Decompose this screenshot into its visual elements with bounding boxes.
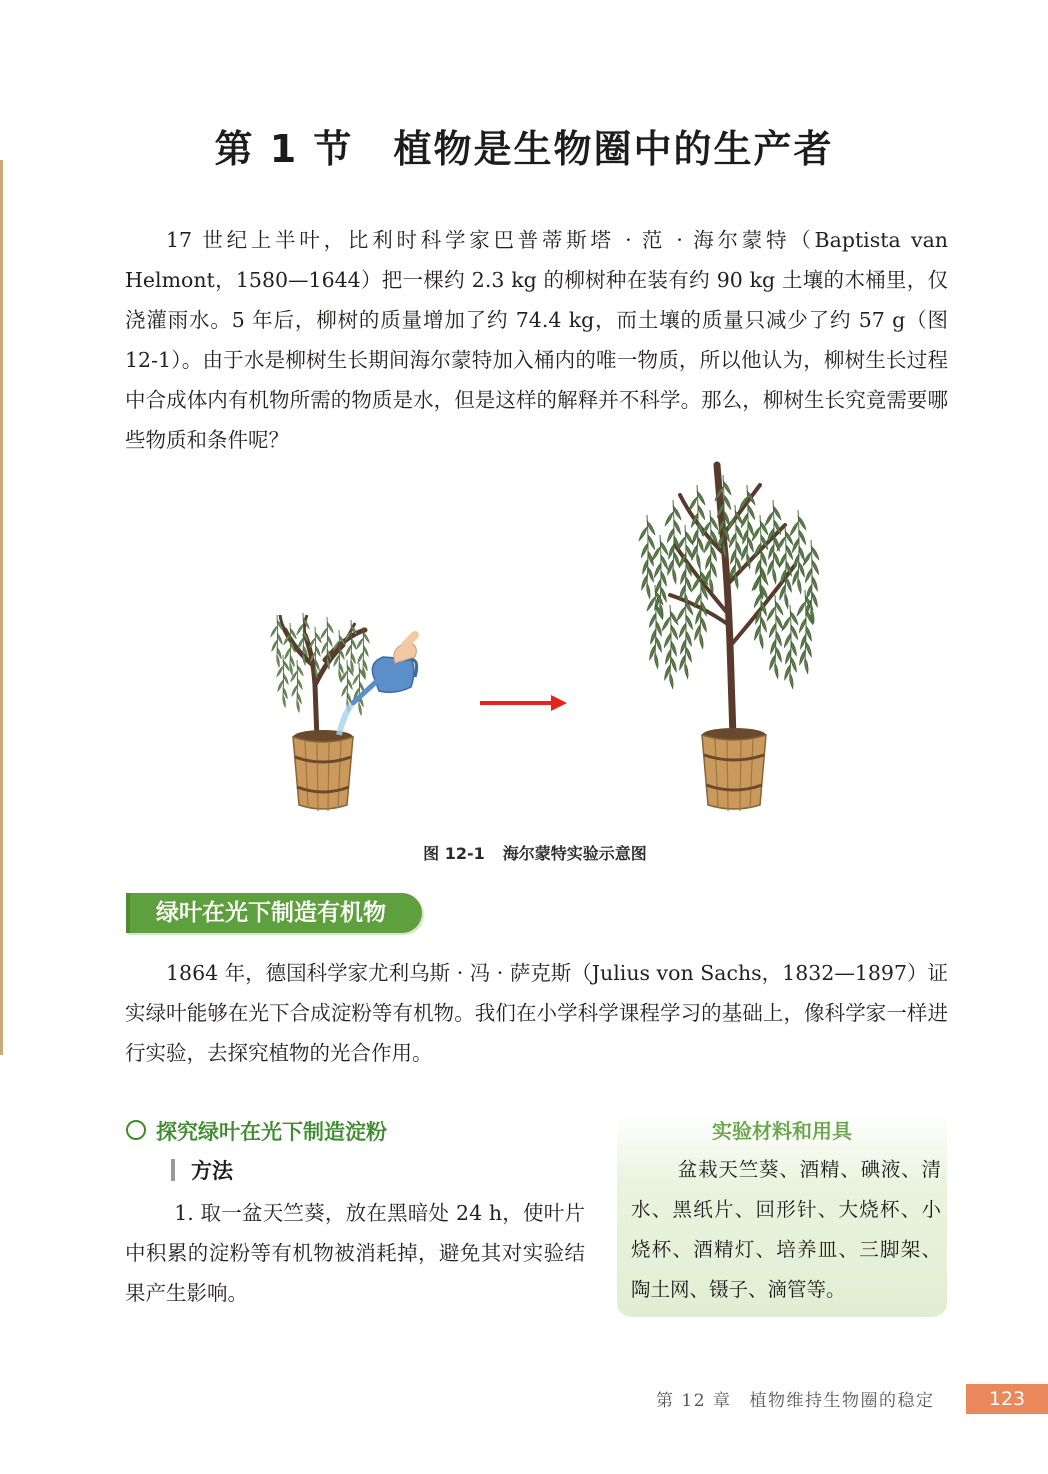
section-heading: 绿叶在光下制造有机物 (126, 893, 422, 933)
section-title: 植物是生物圈中的生产者 (393, 127, 834, 171)
materials-body: 盆栽天竺葵、酒精、碘液、清水、黑纸片、回形针、大烧杯、小烧杯、酒精灯、培养皿、三脚架、陶土网、镊子、滴管等。 (631, 1158, 941, 1301)
figure-caption (0, 841, 1048, 864)
intro-paragraph: 17 世纪上半叶，比利时科学家巴普蒂斯塔 · 范 · 海尔蒙特（Baptista van Helmont，1580—1644）把一棵约 2.3 kg 的柳树种在装有约 90 kg 土壤的木桶里，仅浇灌雨水。5 年后，柳树的质量增加了约 74.4 kg，而土壤的质量只减少了约 57 g（图 12-1）。由于水是柳树生长期间海尔蒙特加入桶内的唯一物质，所以他认为，柳树生长过程中合成体内有机物所需的物质是水，但是这样的解释并不科学。那么，柳树生长究竟需要哪些物质和条件呢？ (125, 228, 948, 452)
arrow-icon (480, 695, 567, 711)
method-heading (171, 1155, 233, 1185)
section-number: 第 1 节 (214, 127, 354, 171)
footer-chapter-title: 植物维持生物圈的稳定 (749, 1391, 935, 1411)
bar-icon (171, 1159, 175, 1181)
page-edge-rule (0, 160, 3, 1055)
page-number: 123 (966, 1384, 1048, 1414)
materials-title: 实验材料和用具 (712, 1119, 852, 1143)
small-wooden-barrel (293, 730, 353, 811)
willow-experiment-figure (255, 455, 855, 830)
method-heading-text: 方法 (191, 1158, 233, 1183)
figure-caption-text: 海尔蒙特实验示意图 (502, 844, 647, 863)
method-step-1: 1. 取一盆天竺葵，放在黑暗处 24 h，使叶片中积累的淀粉等有机物被消耗掉，避免其对实验结果产生影响。 (125, 1201, 585, 1305)
materials-box (617, 1112, 947, 1317)
explore-heading (126, 1116, 387, 1146)
circle-icon (126, 1120, 146, 1140)
page-title (0, 118, 1048, 173)
footer-chapter: 第 12 章 (656, 1391, 732, 1411)
large-wooden-barrel (702, 728, 766, 811)
small-willow-tree (270, 613, 371, 740)
large-willow-tree (638, 465, 821, 737)
page-footer (656, 1386, 934, 1411)
sachs-paragraph: 1864 年，德国科学家尤利乌斯 · 冯 · 萨克斯（Julius von Sachs，1832—1897）证实绿叶能够在光下合成淀粉等有机物。我们在小学科学课程学习的基础上，像科学家一样进行实验，去探究植物的光合作用。 (125, 961, 949, 1065)
explore-heading-text: 探究绿叶在光下制造淀粉 (156, 1120, 387, 1144)
figure-label: 图 12-1 (423, 844, 485, 863)
